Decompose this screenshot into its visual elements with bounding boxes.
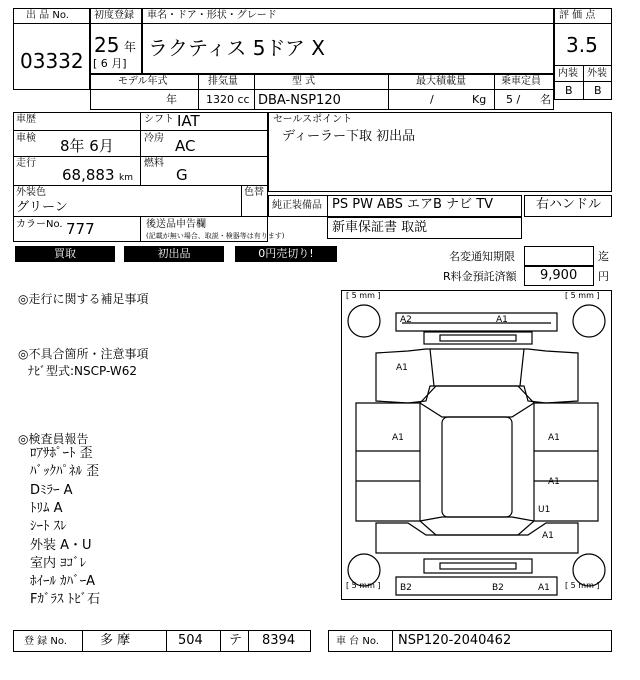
fuel-value: G <box>176 166 188 184</box>
model-year-unit: 年 <box>166 93 177 106</box>
inspector-line: 外装 A・U <box>30 538 92 553</box>
damage-mark: A1 <box>548 477 560 487</box>
navi-model: ﾅﾋﾞ型式:NSCP-W62 <box>28 364 137 378</box>
inspection-value: 8年 6月 <box>60 137 114 155</box>
max-load-unit: Kg <box>472 93 487 106</box>
max-load-slash: / <box>430 93 434 106</box>
rear-glass <box>420 517 534 535</box>
damage-mark: A1 <box>538 583 550 593</box>
inspector-report-list <box>30 445 180 615</box>
displacement-value: 1320 cc <box>206 93 250 106</box>
tire-rear-left-label: [ 5 mm ] <box>346 581 381 590</box>
capacity-label: 乗車定員 <box>501 76 541 87</box>
lot-number-label: 出 品 No. <box>26 10 69 21</box>
wheel-front-left <box>348 305 380 337</box>
type-label: 型 式 <box>292 76 316 87</box>
car-diagram <box>341 290 612 600</box>
front-end <box>376 349 578 403</box>
mileage-value: 68,883 <box>62 166 115 184</box>
recycle-label: R料金預託済額 <box>443 270 517 283</box>
tire-rear-right-label: [ 5 mm ] <box>565 581 600 590</box>
mileage-label: 走行 <box>16 158 36 169</box>
defect-notes-title: ◎不具合箇所・注意事項 <box>18 347 149 361</box>
recycle-unit: 円 <box>598 270 609 283</box>
car-diagram-svg <box>342 291 611 599</box>
equipment-label: 純正装備品 <box>272 200 322 211</box>
tire-front-left-label: [ 5 mm ] <box>346 291 381 300</box>
color-no-value: 777 <box>66 220 95 238</box>
damage-mark: A2 <box>400 315 412 325</box>
driving-notes-title: ◎走行に関する補足事項 <box>18 292 149 306</box>
front-bumper <box>396 313 557 331</box>
inspector-line: ﾊﾞｯｸﾊﾟﾈﾙ 歪 <box>30 464 100 479</box>
inspector-line: Dﾐﾗｰ A <box>30 483 73 498</box>
damage-mark: A1 <box>396 363 408 373</box>
inspector-line: 室内 ﾖｺﾞﾚ <box>30 556 87 571</box>
equipment-value: PS PW ABS エアB ナビ TV <box>332 197 494 212</box>
name-change-box <box>524 246 594 266</box>
evaluation-label: 評 価 点 <box>559 10 596 21</box>
ext-color-label: 外装色 <box>16 187 46 198</box>
left-side <box>356 403 420 521</box>
windshield <box>420 386 534 417</box>
damage-mark: A1 <box>392 433 404 443</box>
steering-value: 右ハンドル <box>536 197 602 212</box>
lot-number: 03332 <box>20 49 84 73</box>
recycle-value: 9,900 <box>540 268 578 283</box>
damage-mark: U1 <box>538 505 551 515</box>
shift-label: シフト <box>144 114 174 125</box>
inspector-line: ﾄﾘﾑ A <box>30 501 63 516</box>
plate-number: 8394 <box>262 633 296 648</box>
warranty-value: 新車保証書 取説 <box>332 220 428 235</box>
name-change-unit: 迄 <box>598 250 609 263</box>
damage-mark: B2 <box>400 583 412 593</box>
sales-point-label: セールスポイント <box>273 114 353 125</box>
first-registration-label: 初度登録 <box>94 10 134 21</box>
registration-year-unit: 年 <box>124 40 137 54</box>
ac-value: AC <box>175 137 196 155</box>
fuel-label: 燃料 <box>144 158 164 169</box>
exterior-grade: B <box>594 84 602 97</box>
type-value: DBA-NSP120 <box>258 93 341 108</box>
name-change-label: 名変通知期限 <box>449 250 515 263</box>
first-listing-badge: 初出品 <box>124 246 224 262</box>
inspector-report-title: ◎検査員報告 <box>18 432 89 446</box>
ext-color-value: グリーン <box>16 200 68 215</box>
wheel-front-right <box>573 305 605 337</box>
max-load-label: 最大積載量 <box>416 76 466 87</box>
sales-point-value: ディーラー下取 初出品 <box>282 129 416 144</box>
registration-year: 25 <box>94 33 120 57</box>
rear-bumper <box>396 577 557 595</box>
exterior-label: 外装 <box>587 68 607 79</box>
color-change-label: 色替 <box>244 187 264 198</box>
inspector-line: ﾛｱｻﾎﾟｰﾄ 歪 <box>30 446 93 461</box>
mileage-unit: km <box>119 173 133 183</box>
registration-month: [ 6 月] <box>93 57 127 70</box>
displacement-label: 排気量 <box>208 76 238 87</box>
document-note: (記載が無い場合、取説・検器等は有ります) <box>146 232 285 240</box>
evaluation-score: 3.5 <box>566 33 598 57</box>
interior-grade: B <box>565 84 573 97</box>
chassis-number: NSP120-2040462 <box>398 633 512 648</box>
plate-class: 504 <box>178 633 203 648</box>
damage-mark: A1 <box>548 433 560 443</box>
shift-value: IAT <box>177 112 200 130</box>
buy-badge: 買取 <box>15 246 115 262</box>
roof <box>442 417 512 517</box>
plate-kana: テ <box>229 633 243 648</box>
ac-label: 冷房 <box>144 133 164 144</box>
plate-region: 多 摩 <box>100 633 131 648</box>
right-side <box>534 403 598 521</box>
history-label: 車歴 <box>16 114 36 125</box>
zero-yen-badge: 0円売切り! <box>235 246 337 262</box>
car-name-label: 車名・ドア・形状・グレード <box>147 10 277 21</box>
capacity-value: 5 / <box>506 93 521 106</box>
inspection-label: 車検 <box>16 133 36 144</box>
interior-label: 内装 <box>558 68 578 79</box>
inspector-line: ｼｰﾄ ｽﾚ <box>30 519 67 534</box>
inspector-line: ﾎｲｰﾙ ｶﾊﾞｰA <box>30 574 96 589</box>
capacity-unit: 名 <box>540 93 551 106</box>
model-year-label: モデル年式 <box>118 76 168 87</box>
damage-mark: A1 <box>542 531 554 541</box>
tire-front-right-label: [ 5 mm ] <box>565 291 600 300</box>
chassis-label: 車 台 No. <box>336 636 379 647</box>
plate-label: 登 録 No. <box>24 636 67 647</box>
inspector-line: Fｶﾞﾗｽ ﾄﾋﾞ石 <box>30 592 101 607</box>
damage-mark: B2 <box>492 583 504 593</box>
color-no-label: カラーNo. <box>16 219 63 230</box>
car-name: ラクティス 5ドア X <box>148 36 325 60</box>
document-label: 後送品申告欄 <box>146 219 206 230</box>
damage-mark: A1 <box>496 315 508 325</box>
